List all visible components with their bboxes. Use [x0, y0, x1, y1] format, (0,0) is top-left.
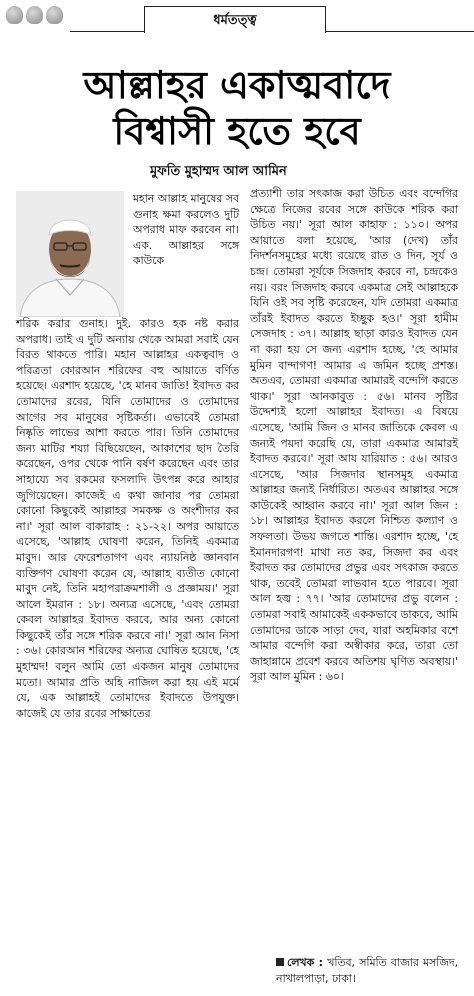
section-tab — [144, 6, 326, 33]
article-body-left-column — [16, 316, 239, 721]
article-body-right-column — [250, 186, 458, 685]
header-divider-left — [70, 31, 144, 32]
headline-line-1: আল্লাহর একাত্মবাদে — [83, 62, 391, 107]
section-title: ধর্মতত্ত্ব — [213, 13, 257, 28]
author-photo — [16, 191, 124, 317]
newspaper-logo-icon — [6, 6, 66, 28]
author-byline: মুফতি মুহাম্মদ আল আমিন — [150, 164, 287, 179]
writer-label: লেখক : — [287, 956, 323, 969]
writer-note — [276, 955, 458, 986]
header-divider-right — [325, 31, 474, 32]
bullet-square-icon — [276, 958, 284, 966]
article-body-intro — [133, 191, 239, 269]
author-portrait-icon — [16, 191, 124, 317]
body-text-right: প্রত্যাশী তার সৎকাজ করা উচিত এবং বন্দেগির ক্ষেত্রে নিজের রবের সঙ্গে কাউকে শরিক করা উচিত নয়।' সূরা আল কাহাফ : ১১০। অপর আয়াতে বলা হয়েছে, 'আর (দেখ) তাঁর নিদর্শনসমূহের মধ্যে রয়েছে রাত ও দিন, সূর্য ও চন্দ্র। তোমরা সূর্যকে সিজদাহ করবে না, চন্দ্রকেও নয়। বরং সিজদাহ করবে একমাত্র সেই আল্লাহকে যিনি ওই সব সৃষ্টি করেছেন, যদি তোমরা একমাত্র তাঁরই ইবাদত করতে ইচ্ছুক হও।' সূরা হামীম সেজদাহ : ৩৭। আল্লাহ ছাড়া কারও ইবাদত যেন না করা হয় সে জন্য এরশাদ হচ্ছে, 'হে আমার মুমিন বান্দাগণ! আমার এ জমিন হচ্ছে প্রশস্ত। অতএব, তোমরা একমাত্র আমারই বন্দেগি করতে থাক।' সূরা আনকাবুত : ৫৬। মানব সৃষ্টির উদ্দেশ্যই হলো আল্লাহর ইবাদত। এ বিষয়ে এসেছে, 'আমি জিন ও মানব জাতিকে কেবল এ জন্যই পয়দা করেছি যে, তারা একমাত্র আমারই ইবাদত করবে।' সূরা আয যারিয়াত : ৫৬। আরও এসেছে, 'আর সিজদার স্থানসমূহ একমাত্র আল্লাহর জন্যই নির্ধারিত। অতএব আল্লাহর সঙ্গে কাউকেই আহ্বান করবে না।' সূরা আল জিন : ১৮। আল্লাহর ইবাদত করলে নিশ্চিত কল্যাণ ও সফলতা। উভয় জগতে শান্তি। এরশাদ হচ্ছে, 'হে ইমানদারগণ! মাথা নত কর, সিজদা কর এবং ইবাদত কর তোমাদের প্রভুর এবং সৎকাজ করতে থাক, তবেই তোমরা লাভবান হতে পারবে। সূরা আল হজ্ব : ৭৭। 'আর তোমাদের প্রভু বলেন : তোমরা সবাই আমাকেই এককভাবে ডাকবে, আমি তোমাদের ডাকে সাড়া দেব, যারা অহমিকার বশে আমার বন্দেগি করা অস্বীকার করে, তারা তো জাহান্নামে প্রবেশ করবে অতিশয় ঘৃণিত অবস্থায়।' সূরা আল মুমিন : ৬০। — [250, 187, 458, 684]
body-text-left: শরিক করার গুনাহ। দুই. কারও হক নষ্ট করার অপরাধ। তাই এ দুটি অন্যায় থেকে আমরা সবাই যেন বিরত থাকতে পারি। মহান আল্লাহর একত্ববাদ ও পবিত্রতা কোরআন শরিফের বহু আয়াতে বর্ণিত হয়েছে। এরশাদ হয়েছে, 'হে মানব জাতি! ইবাদত কর তোমাদের রবের, যিনি তোমাদের ও তোমাদের আগের সব মানুষের সৃষ্টিকর্তা। এভাবেই তোমরা নিষ্কৃতি লাভের আশা করতে পার। তিনি তোমাদের জন্য মাটির শয্যা বিছিয়েছেন, আকাশের ছাদ তৈরি করেছেন, ওপর থেকে পানি বর্ষণ করেছেন এবং তার সাহায্যে সব রকমের ফসলাদি উৎপন্ন করে আহার জুগিয়েছেন। কাজেই এ কথা জানার পর তোমরা কোনো কিছুকেই আল্লাহর সমকক্ষ ও অংশীদার কর না।' সূরা আল বাকারাহ : ২১-২২। অপর আয়াতে এসেছে, 'আল্লাহ ঘোষণা করেন, তিনিই একমাত্র মাবুদ। আর ফেরেশতাগণ এবং ন্যায়নিষ্ঠ জ্ঞানবান ব্যক্তিগণ ঘোষণা করেন যে, আল্লাহ ব্যতীত কোনো মাবুদ নেই, তিনি মহাপরাক্রমশালী ও প্রজ্ঞাময়।' সূরা আলে ইমরান : ১৮। অন্যত্র এসেছে, 'এবং তোমরা কেবল আল্লাহর ইবাদত করবে, আর অন্য কোনো কিছুকেই তাঁর সঙ্গে শরিক করবে না।' সূরা আন নিসা : ৩৬। কোরআন শরিফের অন্যত্র ঘোষিত হয়েছে, 'হে মুহাম্মদ! বলুন আমি তো একজন মানুষ তোমাদের মতো। আমার প্রতি অহি নাজিল করা হয় এই মর্মে যে, এক আল্লাহই তোমাদের ইবাদতে উপযুক্ত। কাজেই যে তার রবের সাক্ষাতের — [16, 317, 239, 720]
section-header — [0, 0, 474, 34]
writer-info: খতিব, সমিতি বাজার মসজিদ, নাখালপাড়া, ঢাকা। — [276, 956, 458, 985]
headline-line-2: বিশ্বাসী হতে হবে — [113, 108, 361, 153]
body-text-intro: মহান আল্লাহ মানুষের সব গুনাহ ক্ষমা করলেও দুটি অপরাধ মাফ করবেন না। এক. আল্লাহর সঙ্গে কাউকে — [133, 192, 239, 268]
